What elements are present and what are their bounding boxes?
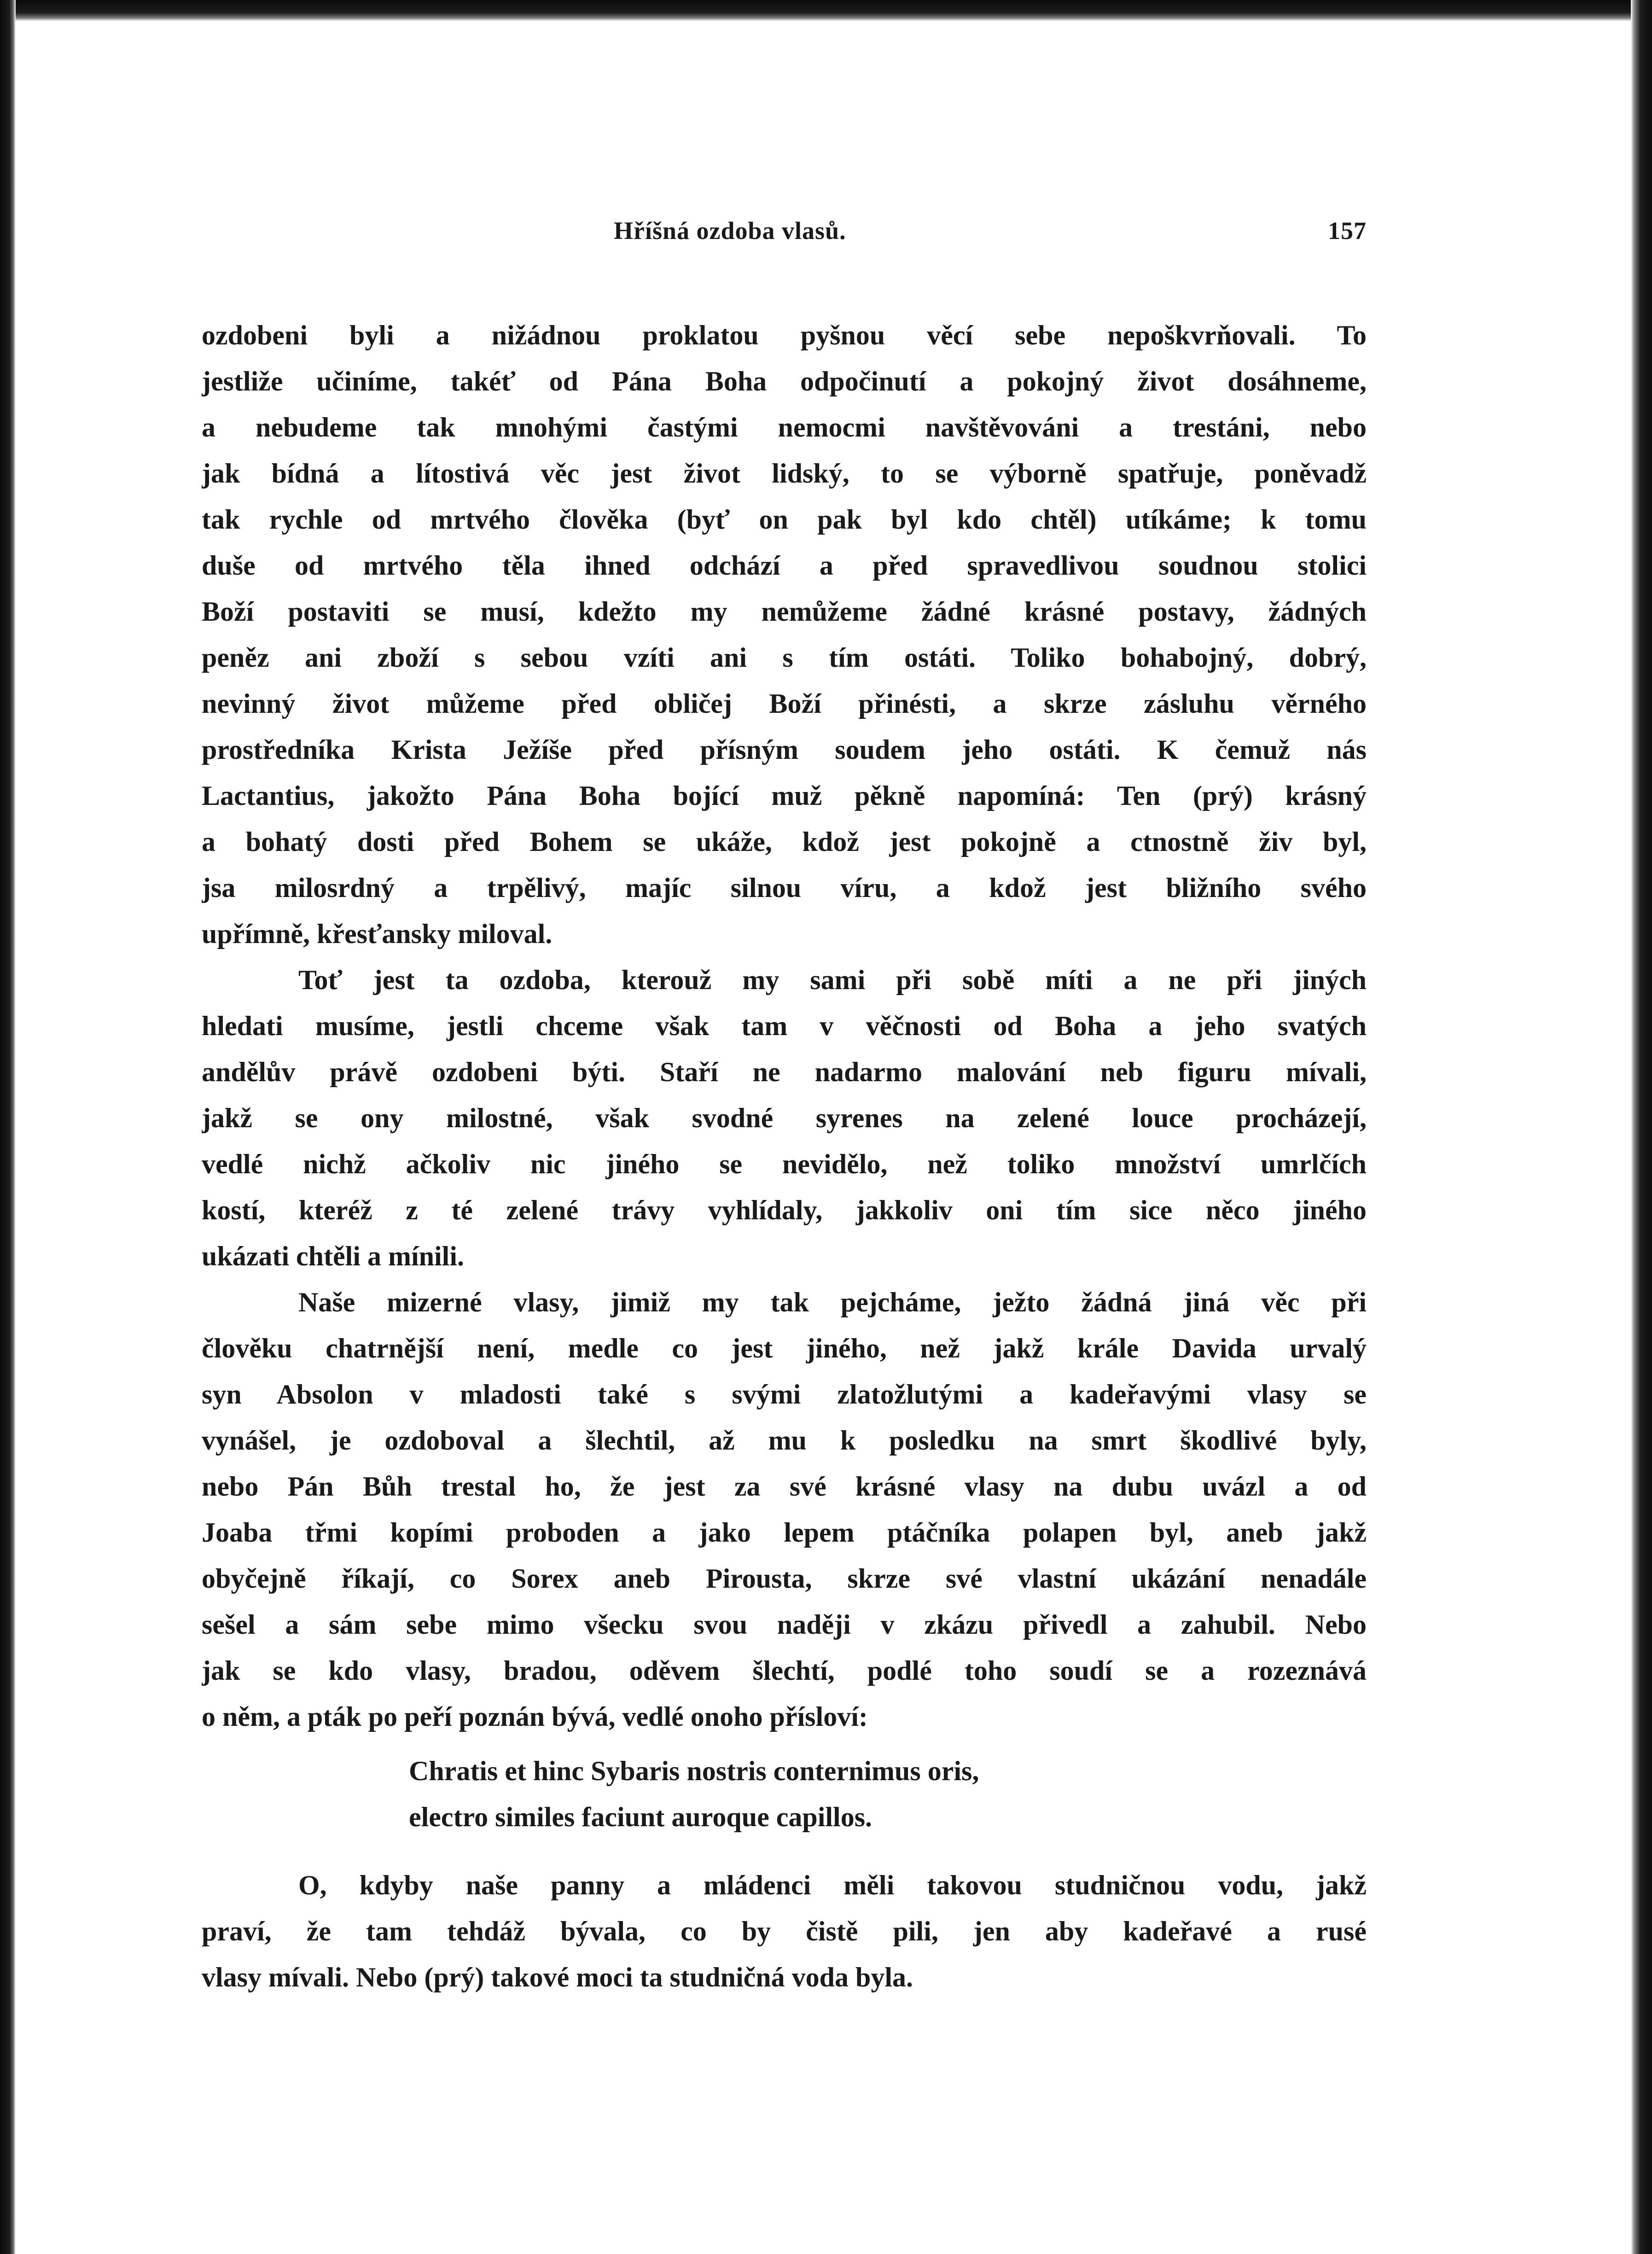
paragraph-2 [202,957,1367,1279]
text-line: vynášel, je ozdoboval a šlechtil, až mu k posledku na smrt škodlivé byly, [202,1425,1367,1456]
text-line: vlasy mívali. Nebo (prý) takové moci ta studničná voda byla. [202,1962,913,1992]
text-line: jak bídná a lítostivá věc jest život lidský, to se výborně spatřuje, poněvadž [202,458,1367,489]
scan-edge-top [0,0,1652,21]
verse-line: Chratis et hinc Sybaris nostris conternimus oris, [409,1756,979,1786]
text-line: syn Absolon v mladosti také s svými zlatožlutými a kadeřavými vlasy se [202,1379,1367,1409]
latin-verse [202,1748,1367,1840]
text-line: Lactantius, jakožto Pána Boha bojící muž pěkně napomíná: Ten (prý) krásný [202,780,1367,811]
paragraph-4 [202,1862,1367,2000]
page-number: 157 [1328,217,1367,245]
text-line: nevinný život můžeme před obličej Boží přinésti, a skrze zásluhu věrného [202,688,1367,719]
paragraph-3 [202,1279,1367,1740]
text-line: O, kdyby naše panny a mládenci měli takovou studničnou vodu, jakž [298,1870,1367,1900]
text-line: a bohatý dosti před Bohem se ukáže, kdož jest pokojně a ctnostně živ byl, [202,827,1367,857]
text-line: praví, že tam tehdáž bývala, co by čistě pili, jen aby kadeřavé a rusé [202,1916,1367,1946]
body-text [202,312,1367,2000]
text-line: Naše mizerné vlasy, jimiž my tak pejcháme, ježto žádná jiná věc při [298,1287,1367,1317]
text-line: obyčejně říkají, co Sorex aneb Pirousta, skrze své vlastní ukázání nenadále [202,1563,1367,1594]
text-line: Joaba třmi kopími proboden a jako lepem ptáčníka polapen byl, aneb jakž [202,1517,1367,1548]
text-line: ozdobeni byli a nižádnou proklatou pyšnou věcí sebe nepoškvrňovali. To [202,320,1367,350]
text-line: tak rychle od mrtvého člověka (byť on pak byl kdo chtěl) utíkáme; k tomu [202,504,1367,535]
scan-edge-left [0,0,16,2254]
text-line: ukázati chtěli a mínili. [202,1241,464,1271]
text-line: o něm, a pták po peří poznán bývá, vedlé onoho přísloví: [202,1701,868,1732]
text-line: prostředníka Krista Ježíše před přísným soudem jeho ostáti. K čemuž nás [202,734,1367,765]
scan-edge-right [1631,0,1652,2254]
text-line: Boží postaviti se musí, kdežto my nemůžeme žádné krásné postavy, žádných [202,596,1367,627]
text-line: a nebudeme tak mnohými častými nemocmi navštěvováni a trestáni, nebo [202,412,1367,443]
text-line: upřímně, křesťansky miloval. [202,919,553,949]
text-line: peněz ani zboží s sebou vzíti ani s tím ostáti. Toliko bohabojný, dobrý, [202,642,1367,673]
text-line: andělův právě ozdobeni býti. Staří ne nadarmo malování neb figuru mívali, [202,1057,1367,1087]
text-line: sešel a sám sebe mimo všecku svou naději v zkázu přivedl a zahubil. Nebo [202,1609,1367,1640]
text-line: jakž se ony milostné, však svodné syrenes na zelené louce procházejí, [202,1103,1367,1133]
paragraph-1 [202,312,1367,957]
verse-line: electro similes faciunt auroque capillos. [409,1802,873,1832]
text-line: člověku chatrnější není, medle co jest jiného, než jakž krále Davida urvalý [202,1333,1367,1363]
text-line: jak se kdo vlasy, bradou, oděvem šlechtí, podlé toho soudí se a rozeznává [202,1655,1367,1686]
book-page [202,216,1367,2196]
text-line: nebo Pán Bůh trestal ho, že jest za své krásné vlasy na dubu uvázl a od [202,1471,1367,1502]
text-line: vedlé nichž ačkoliv nic jiného se nevidělo, než toliko množství umrlčích [202,1149,1367,1179]
text-line: Toť jest ta ozdoba, kterouž my sami při sobě míti a ne při jiných [298,965,1367,995]
text-line: jsa milosrdný a trpělivý, majíc silnou víru, a kdož jest bližního svého [202,873,1367,903]
text-line: jestliže učiníme, takéť od Pána Boha odpočinutí a pokojný život dosáhneme, [202,366,1367,396]
text-line: kostí, kteréž z té zelené trávy vyhlídaly, jakkoliv oni tím sice něco jiného [202,1195,1367,1225]
running-title: Hříšná ozdoba vlasů. [614,217,846,245]
page-header [202,216,1367,262]
text-line: duše od mrtvého těla ihned odchází a před spravedlivou soudnou stolici [202,550,1367,581]
text-line: hledati musíme, jestli chceme však tam v věčnosti od Boha a jeho svatých [202,1011,1367,1041]
